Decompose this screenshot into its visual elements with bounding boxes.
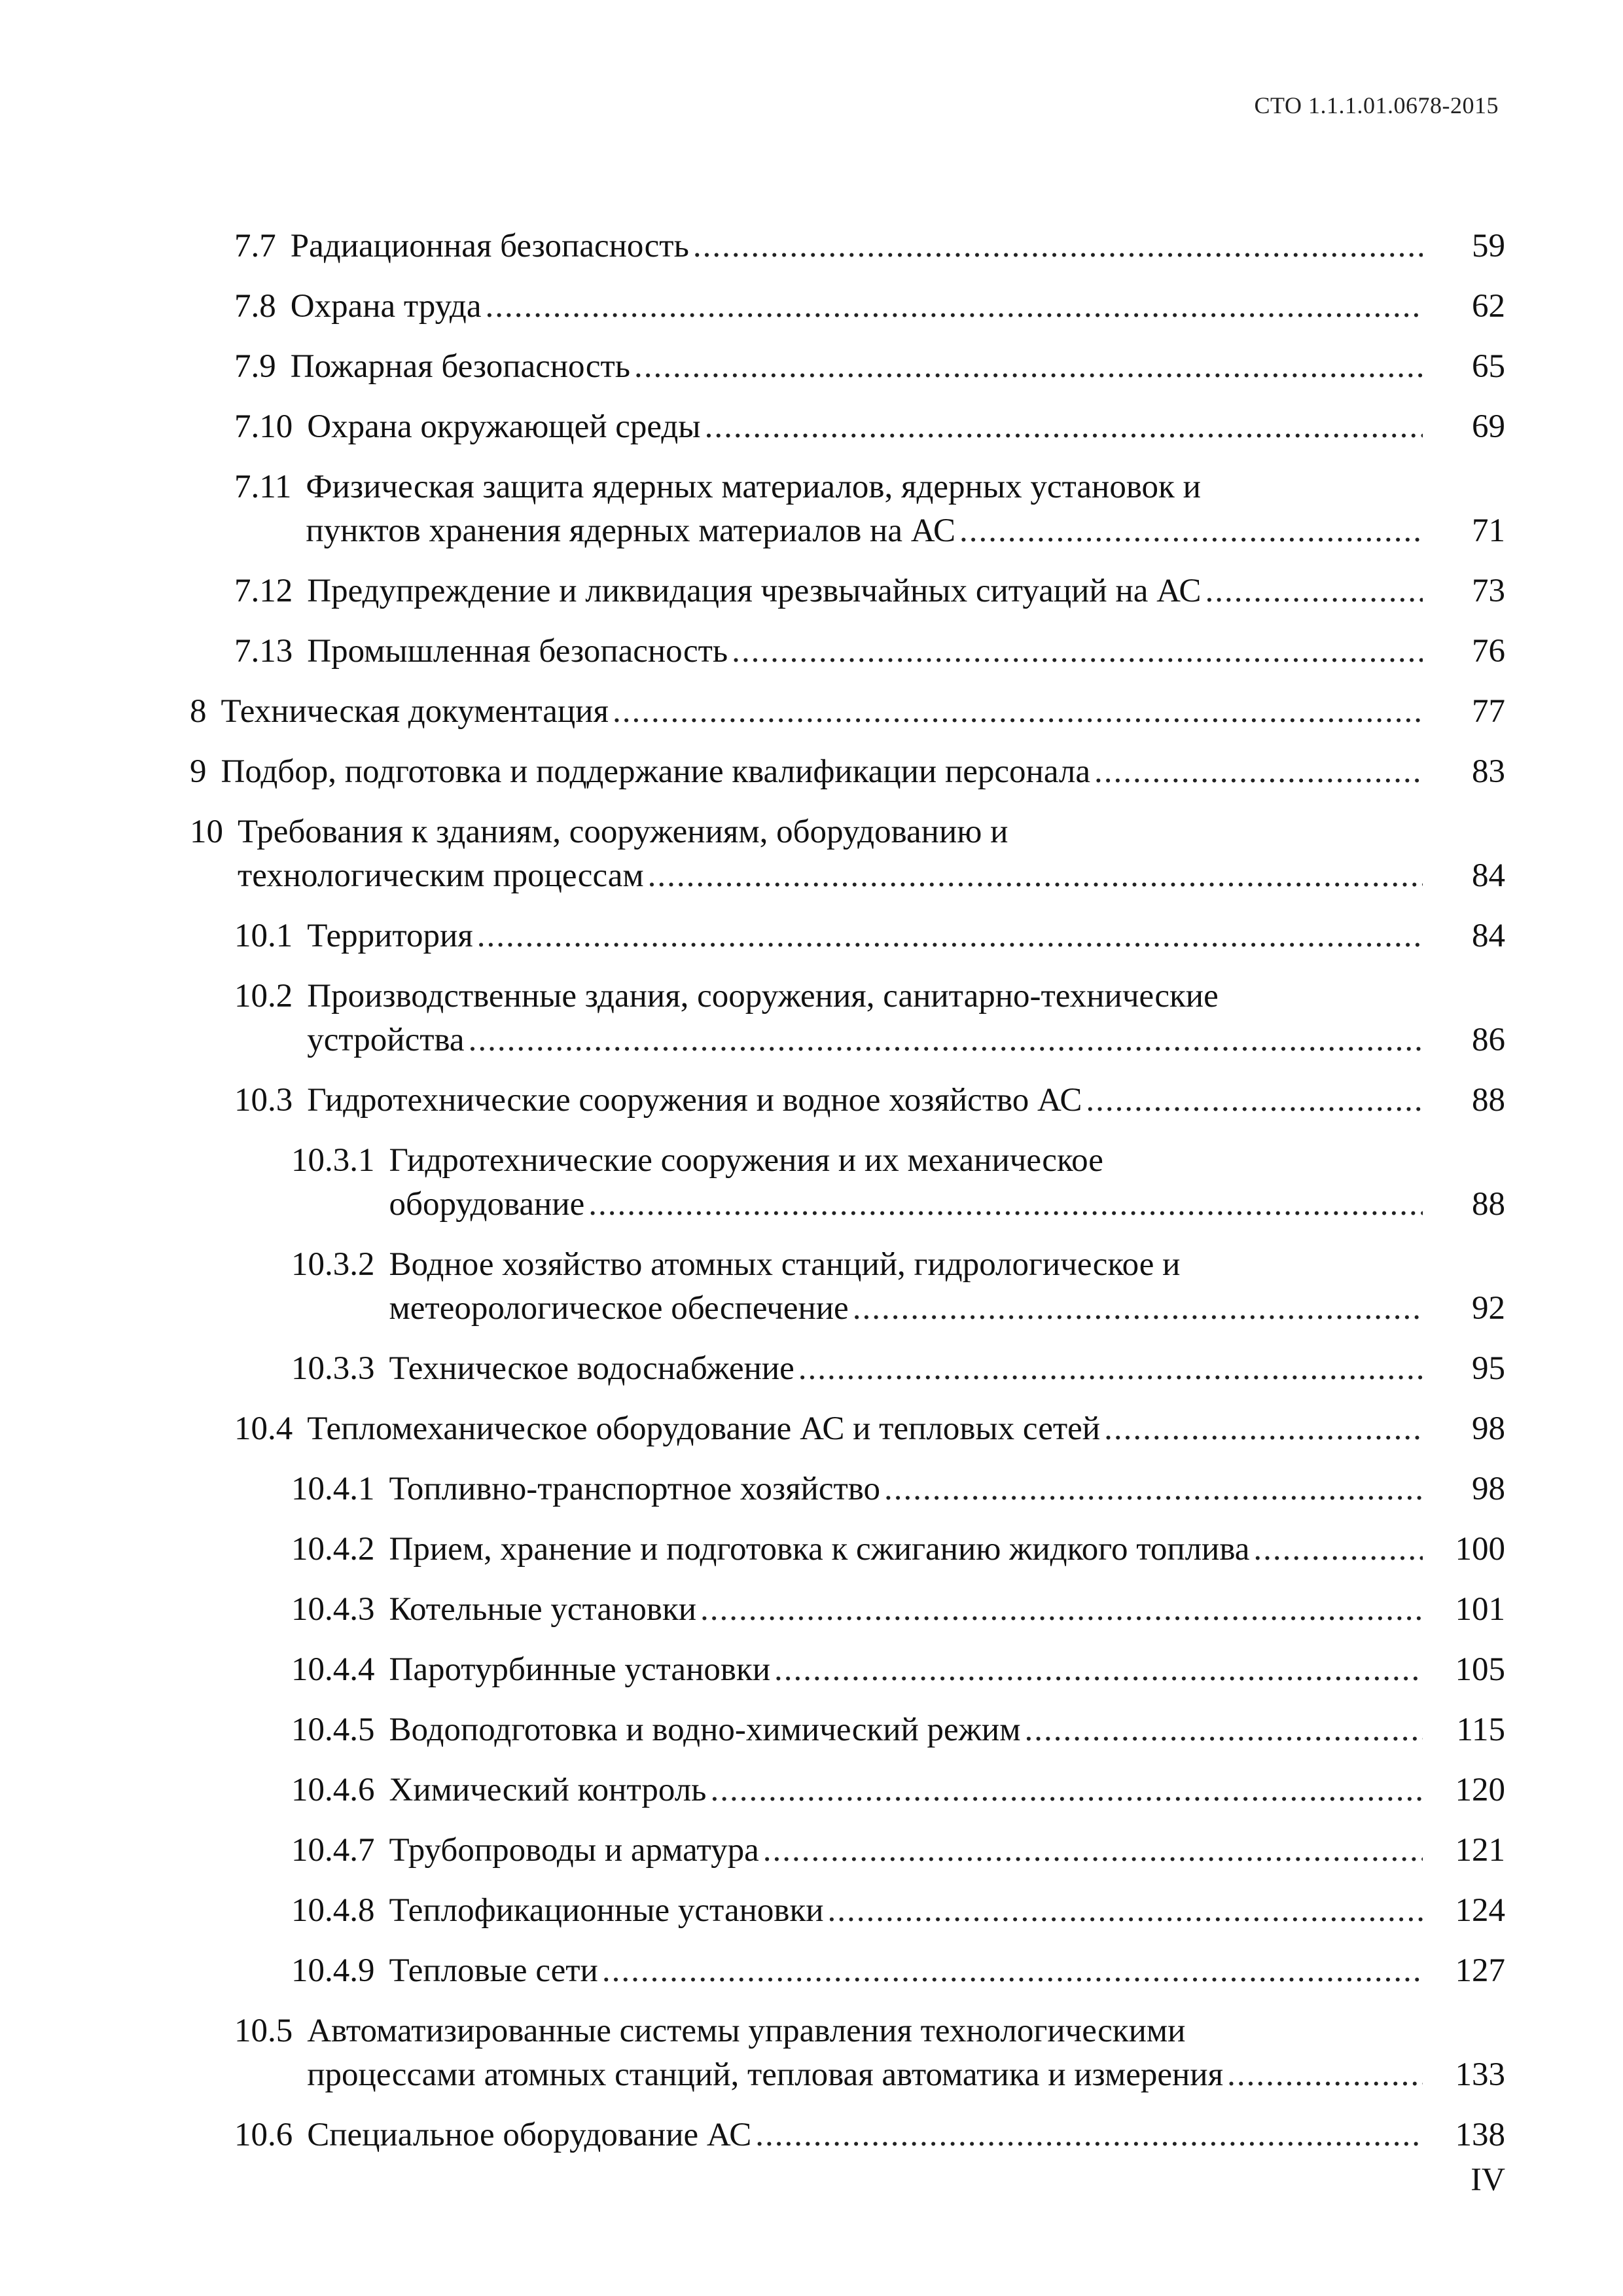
toc-entry-title: Техническое водоснабжение — [389, 1350, 794, 1387]
toc-entry-continuation — [234, 1018, 1427, 1062]
toc-entry-page: 101 — [1455, 1591, 1505, 1628]
toc-entry — [190, 975, 1505, 1062]
dot-leader — [1205, 569, 1423, 613]
toc-entry-title: Тепломеханическое оборудование АС и тепловых сетей — [307, 1410, 1101, 1447]
dot-leader — [763, 1829, 1423, 1873]
toc-entry-line — [291, 1588, 1427, 1632]
dot-leader — [853, 1287, 1423, 1331]
dot-leader — [1104, 1407, 1423, 1451]
toc-entry-number: 10.4.5 — [291, 1712, 375, 1748]
toc-entry-title: Подбор, подготовка и поддержание квалификации персонала — [221, 753, 1090, 790]
toc-entry-title: Охрана окружающей среды — [307, 408, 701, 445]
toc-entry-title: метеорологическое обеспечение — [389, 1290, 849, 1327]
toc-entry — [190, 1079, 1505, 1122]
toc-entry-line — [190, 690, 1427, 734]
toc-entry-number: 10.4.9 — [291, 1952, 375, 1989]
toc-entry-title: оборудование — [389, 1186, 585, 1223]
toc-entry — [190, 1768, 1505, 1812]
toc-entry — [190, 1139, 1505, 1227]
toc-entry — [190, 2009, 1505, 2097]
toc-entry-title: процессами атомных станций, тепловая автоматика и измерения — [307, 2056, 1224, 2093]
toc-entry-line — [234, 285, 1427, 329]
toc-entry — [190, 1588, 1505, 1632]
toc-entry-title: Тепловые сети — [389, 1952, 598, 1989]
toc-entry-page: 71 — [1472, 512, 1505, 549]
toc-entry-line — [234, 630, 1427, 673]
toc-entry-number: 10.4.8 — [291, 1892, 375, 1929]
toc-entry-number: 10.4 — [234, 1410, 293, 1447]
toc-entry-line — [291, 1949, 1427, 1993]
toc-entry-title: Прием, хранение и подготовка к сжиганию жидкого топлива — [389, 1531, 1250, 1568]
toc-entry-number: 10.5 — [234, 2013, 293, 2049]
dot-leader — [705, 405, 1423, 449]
dot-leader — [828, 1889, 1423, 1933]
dot-leader — [1094, 750, 1423, 794]
toc-entry-page: 77 — [1472, 693, 1505, 730]
toc-entry-title: Специальное оборудование АС — [307, 2117, 752, 2153]
toc-entry-number: 10.4.4 — [291, 1651, 375, 1688]
dot-leader — [613, 690, 1423, 734]
toc-entry-number: 10.2 — [234, 978, 293, 1014]
toc-entry-title: Котельные установки — [389, 1591, 697, 1628]
toc-entry-title: Трубопроводы и арматура — [389, 1832, 759, 1869]
toc-entry-line — [234, 2009, 1427, 2053]
dot-leader — [486, 285, 1423, 329]
toc-entry-number: 9 — [190, 753, 207, 790]
toc-entry — [190, 1528, 1505, 1571]
dot-leader — [477, 914, 1423, 958]
dot-leader — [602, 1949, 1423, 1993]
toc-entry-page: 138 — [1455, 2117, 1505, 2153]
dot-leader — [732, 630, 1423, 673]
document-code: СТО 1.1.1.01.0678-2015 — [1254, 92, 1499, 118]
dot-leader — [469, 1018, 1423, 1062]
toc-entry-title: Территория — [307, 918, 473, 954]
dot-leader — [710, 1768, 1423, 1812]
dot-leader — [1227, 2053, 1423, 2097]
toc-entry-title: Пожарная безопасность — [290, 348, 631, 385]
toc-entry-number: 10.3.2 — [291, 1246, 375, 1283]
toc-entry-title: устройства — [307, 1022, 465, 1058]
toc-entry-line — [234, 345, 1427, 389]
toc-entry — [190, 1347, 1505, 1391]
toc-entry-page: 120 — [1455, 1772, 1505, 1808]
toc-entry — [190, 1407, 1505, 1451]
toc-entry-line — [234, 975, 1427, 1018]
toc-entry-page: 83 — [1472, 753, 1505, 790]
toc-entry — [190, 810, 1505, 898]
toc-entry — [190, 405, 1505, 449]
toc-entry-number: 10.4.1 — [291, 1471, 375, 1507]
dot-leader — [884, 1467, 1423, 1511]
toc-entry-page: 84 — [1472, 857, 1505, 894]
toc-entry-page: 73 — [1472, 573, 1505, 609]
toc-entry-title: Теплофикационные установки — [389, 1892, 824, 1929]
dot-leader — [1086, 1079, 1423, 1122]
toc-entry-continuation — [291, 1183, 1427, 1227]
toc-entry-number: 10.3.1 — [291, 1142, 375, 1179]
toc-entry-page: 88 — [1472, 1082, 1505, 1119]
toc-entry-number: 10.4.2 — [291, 1531, 375, 1568]
toc-entry-title: пунктов хранения ядерных материалов на АС — [306, 512, 956, 549]
toc-entry-number: 8 — [190, 693, 207, 730]
toc-entry-title: Водоподготовка и водно-химический режим — [389, 1712, 1021, 1748]
toc-entry-page: 124 — [1455, 1892, 1505, 1929]
toc-entry — [190, 1243, 1505, 1331]
toc-entry — [190, 690, 1505, 734]
toc-entry-number: 7.9 — [234, 348, 276, 385]
toc-entry-continuation — [234, 2053, 1427, 2097]
toc-entry-number: 10.3 — [234, 1082, 293, 1119]
table-of-contents — [190, 224, 1505, 2174]
toc-entry-page: 95 — [1472, 1350, 1505, 1387]
dot-leader — [1024, 1708, 1423, 1752]
toc-entry — [190, 345, 1505, 389]
toc-entry — [190, 1889, 1505, 1933]
toc-entry-line — [291, 1139, 1427, 1183]
toc-entry-number: 10 — [190, 814, 223, 850]
toc-entry-line — [291, 1528, 1427, 1571]
toc-entry-title: Промышленная безопасность — [307, 633, 728, 670]
dot-leader — [588, 1183, 1423, 1227]
toc-entry-page: 69 — [1472, 408, 1505, 445]
toc-entry — [190, 569, 1505, 613]
toc-entry-number: 10.4.3 — [291, 1591, 375, 1628]
toc-entry-line — [291, 1467, 1427, 1511]
toc-entry-number: 10.1 — [234, 918, 293, 954]
toc-entry-title: Топливно-транспортное хозяйство — [389, 1471, 881, 1507]
dot-leader — [1253, 1528, 1423, 1571]
toc-entry-title: Химический контроль — [389, 1772, 707, 1808]
toc-entry-page: 98 — [1472, 1471, 1505, 1507]
toc-entry-page: 105 — [1455, 1651, 1505, 1688]
toc-entry-line — [291, 1829, 1427, 1873]
toc-entry-line — [234, 1079, 1427, 1122]
toc-entry — [190, 285, 1505, 329]
toc-entry-title: Гидротехнические сооружения и их механическое — [389, 1142, 1103, 1179]
toc-entry-number: 10.6 — [234, 2117, 293, 2153]
toc-entry — [190, 1467, 1505, 1511]
toc-entry-number: 10.3.3 — [291, 1350, 375, 1387]
toc-entry-page: 88 — [1472, 1186, 1505, 1223]
toc-entry-line — [234, 2113, 1427, 2157]
toc-entry-page: 59 — [1472, 228, 1505, 264]
toc-entry-page: 127 — [1455, 1952, 1505, 1989]
toc-entry-line — [190, 750, 1427, 794]
toc-entry-line — [234, 224, 1427, 268]
toc-entry-line — [234, 1407, 1427, 1451]
dot-leader — [774, 1648, 1423, 1692]
toc-entry-title: Производственные здания, сооружения, санитарно-технические — [307, 978, 1219, 1014]
toc-entry-title: Требования к зданиям, сооружениям, оборудованию и — [238, 814, 1008, 850]
toc-entry-page: 133 — [1455, 2056, 1505, 2093]
toc-entry-title: Охрана труда — [290, 288, 482, 325]
toc-entry-line — [291, 1243, 1427, 1287]
toc-entry-title: Предупреждение и ликвидация чрезвычайных ситуаций на АС — [307, 573, 1202, 609]
toc-entry — [190, 1648, 1505, 1692]
toc-entry-line — [291, 1648, 1427, 1692]
toc-entry-line — [234, 914, 1427, 958]
toc-entry — [190, 630, 1505, 673]
toc-entry-line — [234, 569, 1427, 613]
toc-entry-page: 100 — [1455, 1531, 1505, 1568]
toc-entry-title: Водное хозяйство атомных станций, гидрологическое и — [389, 1246, 1181, 1283]
toc-entry-continuation — [190, 854, 1427, 898]
dot-leader — [634, 345, 1423, 389]
toc-entry-page: 115 — [1456, 1712, 1505, 1748]
toc-entry-title: Гидротехнические сооружения и водное хозяйство АС — [307, 1082, 1082, 1119]
toc-entry-line — [190, 810, 1427, 854]
toc-entry-line — [291, 1768, 1427, 1812]
toc-entry-page: 62 — [1472, 288, 1505, 325]
toc-entry-line — [291, 1347, 1427, 1391]
toc-entry — [190, 750, 1505, 794]
toc-entry-continuation — [291, 1287, 1427, 1331]
toc-entry-number: 7.11 — [234, 469, 292, 505]
toc-entry-number: 10.4.7 — [291, 1832, 375, 1869]
toc-entry-page: 98 — [1472, 1410, 1505, 1447]
dot-leader — [959, 509, 1423, 553]
toc-entry-page: 65 — [1472, 348, 1505, 385]
dot-leader — [798, 1347, 1423, 1391]
toc-entry-number: 7.12 — [234, 573, 293, 609]
toc-entry — [190, 1949, 1505, 1993]
toc-entry-page: 92 — [1472, 1290, 1505, 1327]
toc-entry-continuation — [234, 509, 1427, 553]
toc-entry-title: Паротурбинные установки — [389, 1651, 771, 1688]
toc-entry — [190, 1708, 1505, 1752]
toc-entry-title: Радиационная безопасность — [290, 228, 689, 264]
toc-entry — [190, 224, 1505, 268]
toc-entry-title: технологическим процессам — [238, 857, 644, 894]
toc-entry-number: 7.7 — [234, 228, 276, 264]
toc-entry-page: 86 — [1472, 1022, 1505, 1058]
dot-leader — [755, 2113, 1423, 2157]
toc-entry-line — [291, 1708, 1427, 1752]
toc-entry-title: Физическая защита ядерных материалов, ядерных установок и — [306, 469, 1201, 505]
toc-entry — [190, 1829, 1505, 1873]
toc-entry-line — [234, 465, 1427, 509]
dot-leader — [693, 224, 1423, 268]
toc-entry-number: 7.10 — [234, 408, 293, 445]
toc-entry — [190, 2113, 1505, 2157]
toc-entry — [190, 914, 1505, 958]
toc-entry-number: 10.4.6 — [291, 1772, 375, 1808]
toc-entry — [190, 465, 1505, 553]
page-number: IV — [1471, 2161, 1505, 2197]
dot-leader — [648, 854, 1423, 898]
toc-entry-page: 121 — [1455, 1832, 1505, 1869]
toc-entry-number: 7.8 — [234, 288, 276, 325]
dot-leader — [700, 1588, 1423, 1632]
toc-entry-line — [234, 405, 1427, 449]
toc-entry-line — [291, 1889, 1427, 1933]
toc-entry-number: 7.13 — [234, 633, 293, 670]
toc-entry-title: Автоматизированные системы управления технологическими — [307, 2013, 1186, 2049]
toc-entry-title: Техническая документация — [221, 693, 609, 730]
toc-entry-page: 76 — [1472, 633, 1505, 670]
toc-entry-page: 84 — [1472, 918, 1505, 954]
